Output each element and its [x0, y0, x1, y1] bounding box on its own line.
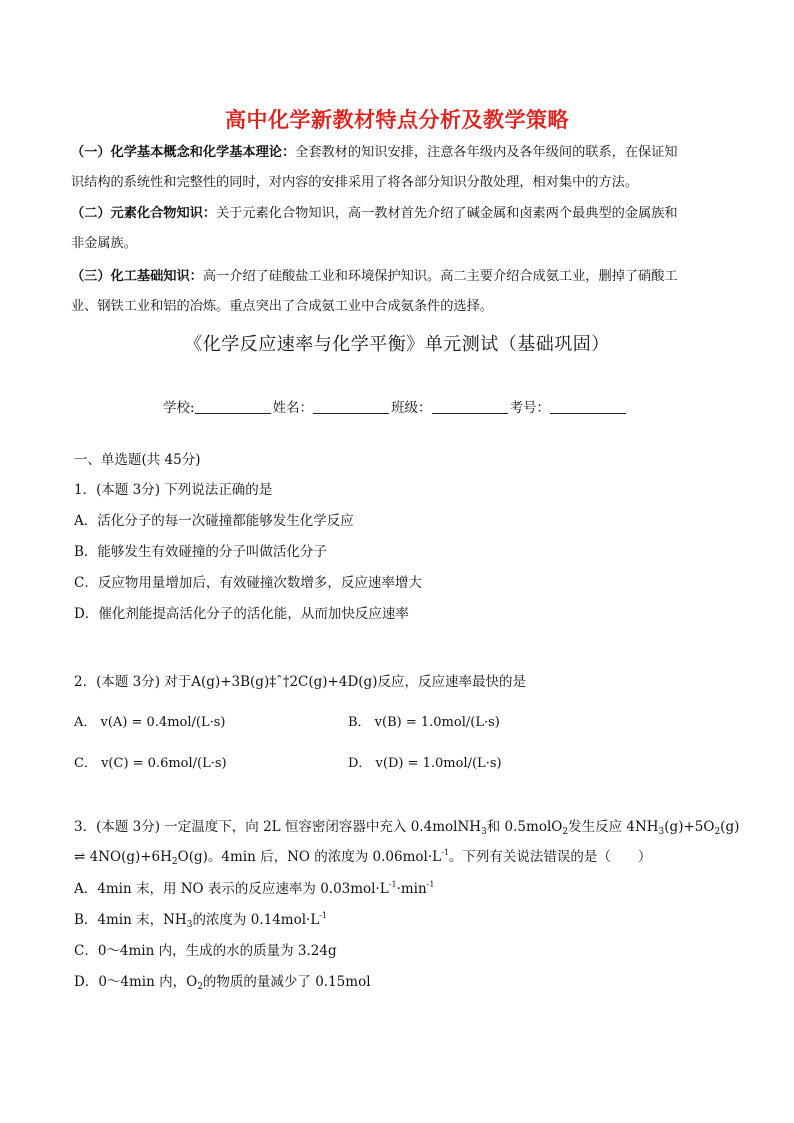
q3-stem-part: 发生反应 4NH	[568, 819, 659, 835]
q3-stem-part: 3．(本题 3分) 一定温度下，向 2L 恒容密闭容器中充入 0.4molNH	[74, 819, 482, 835]
page-title: 高中化学新教材特点分析及教学策略	[225, 108, 569, 132]
intro-paragraph-2	[71, 199, 727, 259]
q3-option-d	[74, 970, 371, 992]
q3-option-b-part: 的浓度为 0.14mol·L	[192, 912, 320, 928]
q1-option-c: C．反应物用量增加后，有效碰撞次数增多，反应速率增大	[74, 575, 422, 591]
q2-stem: 2．(本题 3分) 对于A(g)+3B(g)‡ˆ†2C(g)+4D(g)反应，反应速率最快的是	[74, 674, 526, 690]
superscript: -1	[319, 911, 328, 920]
intro-text-1a: 全套教材的知识安排，注意各年级内及各年级间的联系，在保证知	[295, 145, 678, 160]
class-blank[interactable]	[432, 399, 508, 414]
school-blank[interactable]	[195, 399, 271, 414]
intro-text-1b: 识结构的系统性和完整性的同时，对内容的安排采用了将各部分知识分散处理，相对集中的方法。	[71, 175, 639, 190]
intro-lead-1: （一）化学基本概念和化学基本理论：	[71, 145, 296, 160]
exam-number-blank[interactable]	[550, 399, 626, 414]
intro-lead-3: （三）化工基础知识：	[71, 269, 203, 284]
subscript: 3	[186, 920, 193, 930]
q3-stem-line2	[74, 845, 651, 867]
intro-text-2b: 非金属族。	[71, 236, 137, 251]
q3-option-a-part: A．4min 末，用 NO 表示的反应速率为 0.03mol·L	[74, 881, 389, 897]
subscript: 2	[197, 982, 203, 992]
subscript: 2	[562, 827, 569, 837]
q1-stem: 1．(本题 3分) 下列说法正确的是	[74, 482, 273, 498]
q3-stem-part: O(g)。4min 后，NO 的浓度为 0.06mol·L	[177, 849, 442, 865]
q3-stem-part: (g)	[720, 819, 740, 835]
subscript: 3	[658, 827, 665, 837]
q1-option-d: D．催化剂能提高活化分子的活化能，从而加快反应速率	[74, 606, 409, 622]
exam-number-label: 考号：	[509, 400, 551, 416]
q1-option-b: B．能够发生有效碰撞的分子叫做活化分子	[74, 544, 327, 560]
section-heading: 一、单选题(共 45分)	[74, 452, 201, 468]
q3-option-d-part: D．0～4min 内，O	[74, 974, 198, 990]
name-blank[interactable]	[313, 399, 389, 414]
superscript: -1	[388, 880, 397, 889]
intro-text-3b: 业、钢铁工业和铝的冶炼。重点突出了合成氨工业中合成氨条件的选择。	[71, 299, 493, 314]
q1-option-a: A．活化分子的每一次碰撞都能够发生化学反应	[74, 513, 354, 529]
test-subtitle: 《化学反应速率与化学平衡》单元测试（基础巩固）	[184, 334, 610, 355]
q3-stem-part: 和 0.5molO	[486, 819, 563, 835]
intro-text-2a: 关于元素化合物知识，高一教材首先介绍了碱金属和卤素两个最典型的金属族和	[216, 206, 678, 221]
q3-option-b-part: B．4min 末，NH	[74, 912, 187, 928]
q3-option-b	[74, 908, 327, 930]
subscript: 2	[171, 857, 178, 867]
name-label: 姓名：	[272, 400, 314, 416]
q3-option-a	[74, 877, 434, 897]
school-label: 学校:	[163, 400, 195, 416]
q3-option-d-part: 的物质的量减少了 0.15mol	[202, 974, 371, 990]
q2-option-a: A． v(A) = 0.4mol/(L·s)	[74, 715, 226, 730]
intro-paragraph-3	[71, 262, 727, 322]
q2-option-b: B． v(B) = 1.0mol/(L·s)	[348, 715, 500, 730]
subscript: 3	[481, 827, 487, 837]
student-info-row	[163, 396, 628, 416]
q3-stem-part: ⇌ 4NO(g)+6H	[74, 849, 172, 865]
q3-stem-part: 。下列有关说法错误的是（ ）	[448, 849, 652, 865]
q3-option-a-part: ·min	[396, 881, 427, 897]
class-label: 班级：	[391, 400, 432, 416]
superscript: -1	[441, 848, 449, 857]
superscript: -1	[426, 880, 435, 889]
q2-option-c: C． v(C) = 0.6mol/(L·s)	[74, 756, 227, 771]
intro-lead-2: （二）元素化合物知识：	[71, 206, 217, 221]
q3-stem-part: (g)+5O	[664, 819, 715, 835]
q3-stem-line1	[74, 815, 739, 837]
q2-option-d: D． v(D) = 1.0mol/(L·s)	[348, 756, 502, 771]
intro-paragraph-1	[71, 138, 727, 198]
q3-option-c: C．0～4min 内，生成的水的质量为 3.24g	[74, 943, 337, 959]
intro-text-3a: 高一介绍了硅酸盐工业和环境保护知识。高二主要介绍合成氨工业，删掉了硝酸工	[202, 269, 678, 284]
subscript: 2	[714, 827, 721, 837]
